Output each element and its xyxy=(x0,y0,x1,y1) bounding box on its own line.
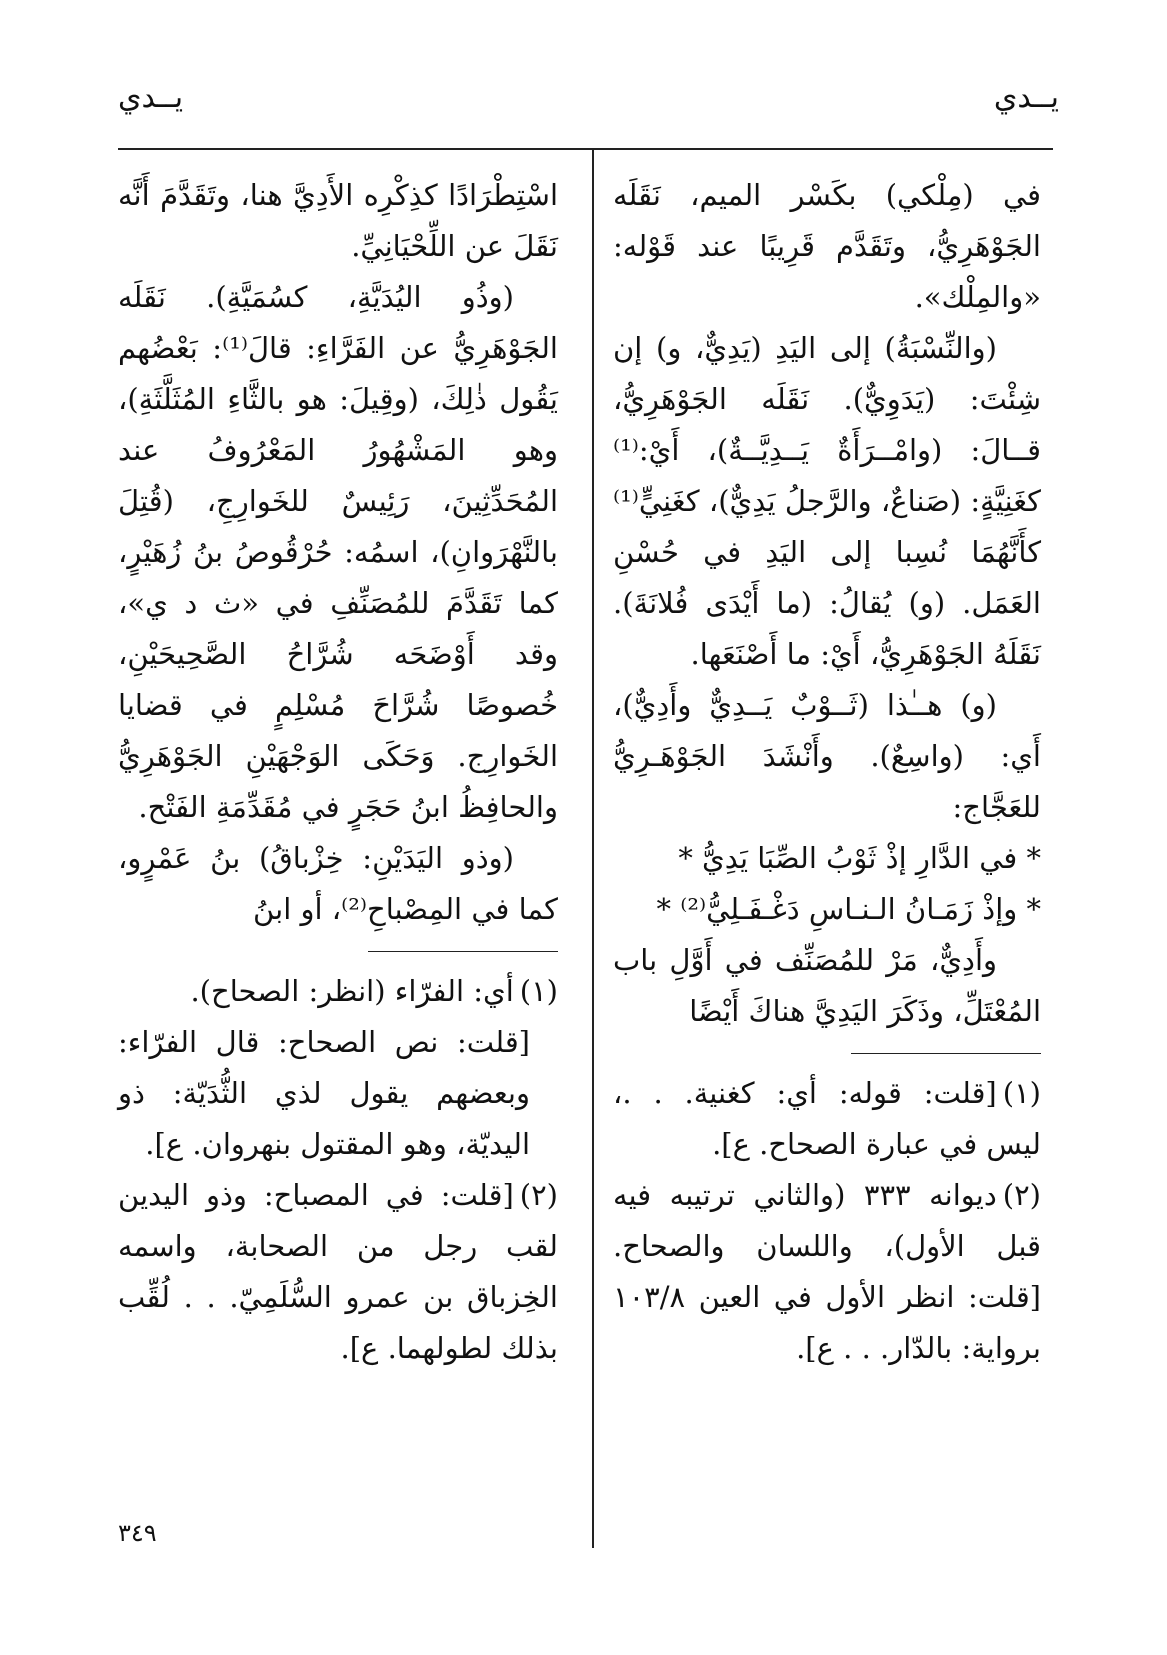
page-number: ٣٤٩ xyxy=(118,1519,157,1547)
right-column xyxy=(613,170,1041,1374)
paragraph: في (مِلْكي) بكَسْر الميم، نَقَلَه الجَوْهَرِيُّ، وتَقَدَّم قَرِيبًا عند قَوْله: «والمِلْك». xyxy=(613,178,1041,314)
left-column xyxy=(118,170,558,1374)
footnote xyxy=(118,1017,558,1170)
footnote-rule xyxy=(368,951,558,952)
paragraph: (وذو اليَدَيْنِ: خِزْباقُ) بنُ عَمْرٍو، كما في المِصْباحِ⁽²⁾، أو ابنُ xyxy=(118,841,558,926)
paragraph: اسْتِطْرَادًا كذِكْرِه الأَدِيَّ هنا، وتَقَدَّمَ أَنَّه نَقَلَ عن اللِّحْيَانِيِّ. xyxy=(118,178,558,263)
footnote-rule xyxy=(851,1053,1041,1054)
footnote-text: أي: الفرّاء (انظر: الصحاح). xyxy=(190,974,514,1008)
footnote-number: (١) xyxy=(519,974,558,1008)
verse-line: * وإذْ زَمَـانُ الـنـاسِ دَغْـفَـلِيُّ⁽²⁾ * xyxy=(656,892,1041,926)
header-rule xyxy=(118,148,1053,150)
column-divider xyxy=(592,148,594,1548)
footnote xyxy=(118,966,558,1017)
footnote-number: (٢) xyxy=(1002,1178,1041,1212)
footnote-text: ديوانه ٣٣٣ (والثاني ترتيبه فيه قبل الأول)، واللسان والصحاح. [قلت: انظر الأول في العين ١٠٣/٨ برواية: بالدّار. . . ع]. xyxy=(613,1178,1041,1365)
paragraph: (و) هــٰذا (ثَــوْبٌ يَــدِيٌّ وأَدِيٌّ)، أَي: (واسِعٌ). وأَنْشَدَ الجَوْهَـرِيُّ للعَجَّاج: xyxy=(613,688,1041,824)
footnote xyxy=(118,1170,558,1374)
footnote xyxy=(613,1068,1041,1170)
header-title-left: يــدي xyxy=(118,80,184,115)
paragraph: (وذُو اليُدَيَّةِ، كسُمَيَّةِ). نَقَلَه الجَوْهَرِيُّ عن الفَرَّاءِ: قالَ⁽¹⁾: بَعْضُهم يَقُول ذٰلِكَ، (وقِيلَ: هو بالثَّاءِ المُثَلَّثَةِ)، وهو المَشْهُورُ المَعْرُوفُ عند المُحَدِّثِينَ، رَئِيسٌ للخَوارِجِ، (قُتِلَ بالنَّهْرَوانِ)، اسمُه: حُرْقُوصُ بنُ زُهَيْرٍ، كما تَقَدَّمَ للمُصَنِّفِ في «ث د ي»، وقد أَوْضَحَه شُرَّاحُ الصَّحِيحَيْنِ، خُصوصًا شُرَّاحَ مُسْلِمٍ في قضايا الخَوارِج. وَحَكَى الوَجْهَيْنِ الجَوْهَرِيُّ والحافِظُ ابنُ حَجَرٍ في مُقَدِّمَةِ الفَتْح. xyxy=(118,280,558,824)
page-header xyxy=(108,80,1059,136)
paragraph: (والنِّسْبَةُ) إلى اليَدِ (يَدِيٌّ، و) إن شِئْتَ: (يَدَوِيٌّ). نَقَلَه الجَوْهَرِيُّ، قــالَ: (وامْــرَأَةٌ يَــدِيَّــةٌ)، أَيْ:⁽¹⁾ كغَنِيَّةٍ: (صَناعٌ، والرَّجلُ يَدِيٌّ)، كغَنِيٍّ⁽¹⁾ كأَنَّهُمَا نُسِبا إلى اليَدِ في حُسْنِ العَمَل. (و) يُقالُ: (ما أَيْدَى فُلانَةَ). نَقَلَهُ الجَوْهَرِيُّ، أَيْ: ما أَصْنَعَها. xyxy=(613,331,1041,671)
verse-line: * في الدَّارِ إذْ ثَوْبُ الصِّبَا يَدِيُّ * xyxy=(678,841,1041,875)
paragraph: وأَدِيٌّ، مَرْ للمُصَنِّف في أَوَّلِ باب المُعْتَلِّ، وذَكَرَ اليَدِيَّ هناكَ أَيْضًا xyxy=(613,943,1041,1028)
footnote xyxy=(613,1170,1041,1374)
footnote-text: [قلت: قوله: أي: كغنية. . .، ليس في عبارة الصحاح. ع]. xyxy=(613,1076,1041,1161)
footnote-text: [قلت: في المصباح: وذو اليدين لقب رجل من الصحابة، واسمه الخِزباق بن عمرو السُّلَمِيّ. . . لُقِّب بذلك لطولهما. ع]. xyxy=(118,1178,558,1365)
footnote-number: (٢) xyxy=(519,1178,558,1212)
footnote-text: [قلت: نص الصحاح: قال الفرّاء: وبعضهم يقول لذي الثُّدَيّة: ذو اليديّة، وهو المقتول بنهروان. ع]. xyxy=(118,1025,530,1161)
footnote-number: (١) xyxy=(1002,1076,1041,1110)
header-title-right: يــدي xyxy=(993,80,1059,115)
